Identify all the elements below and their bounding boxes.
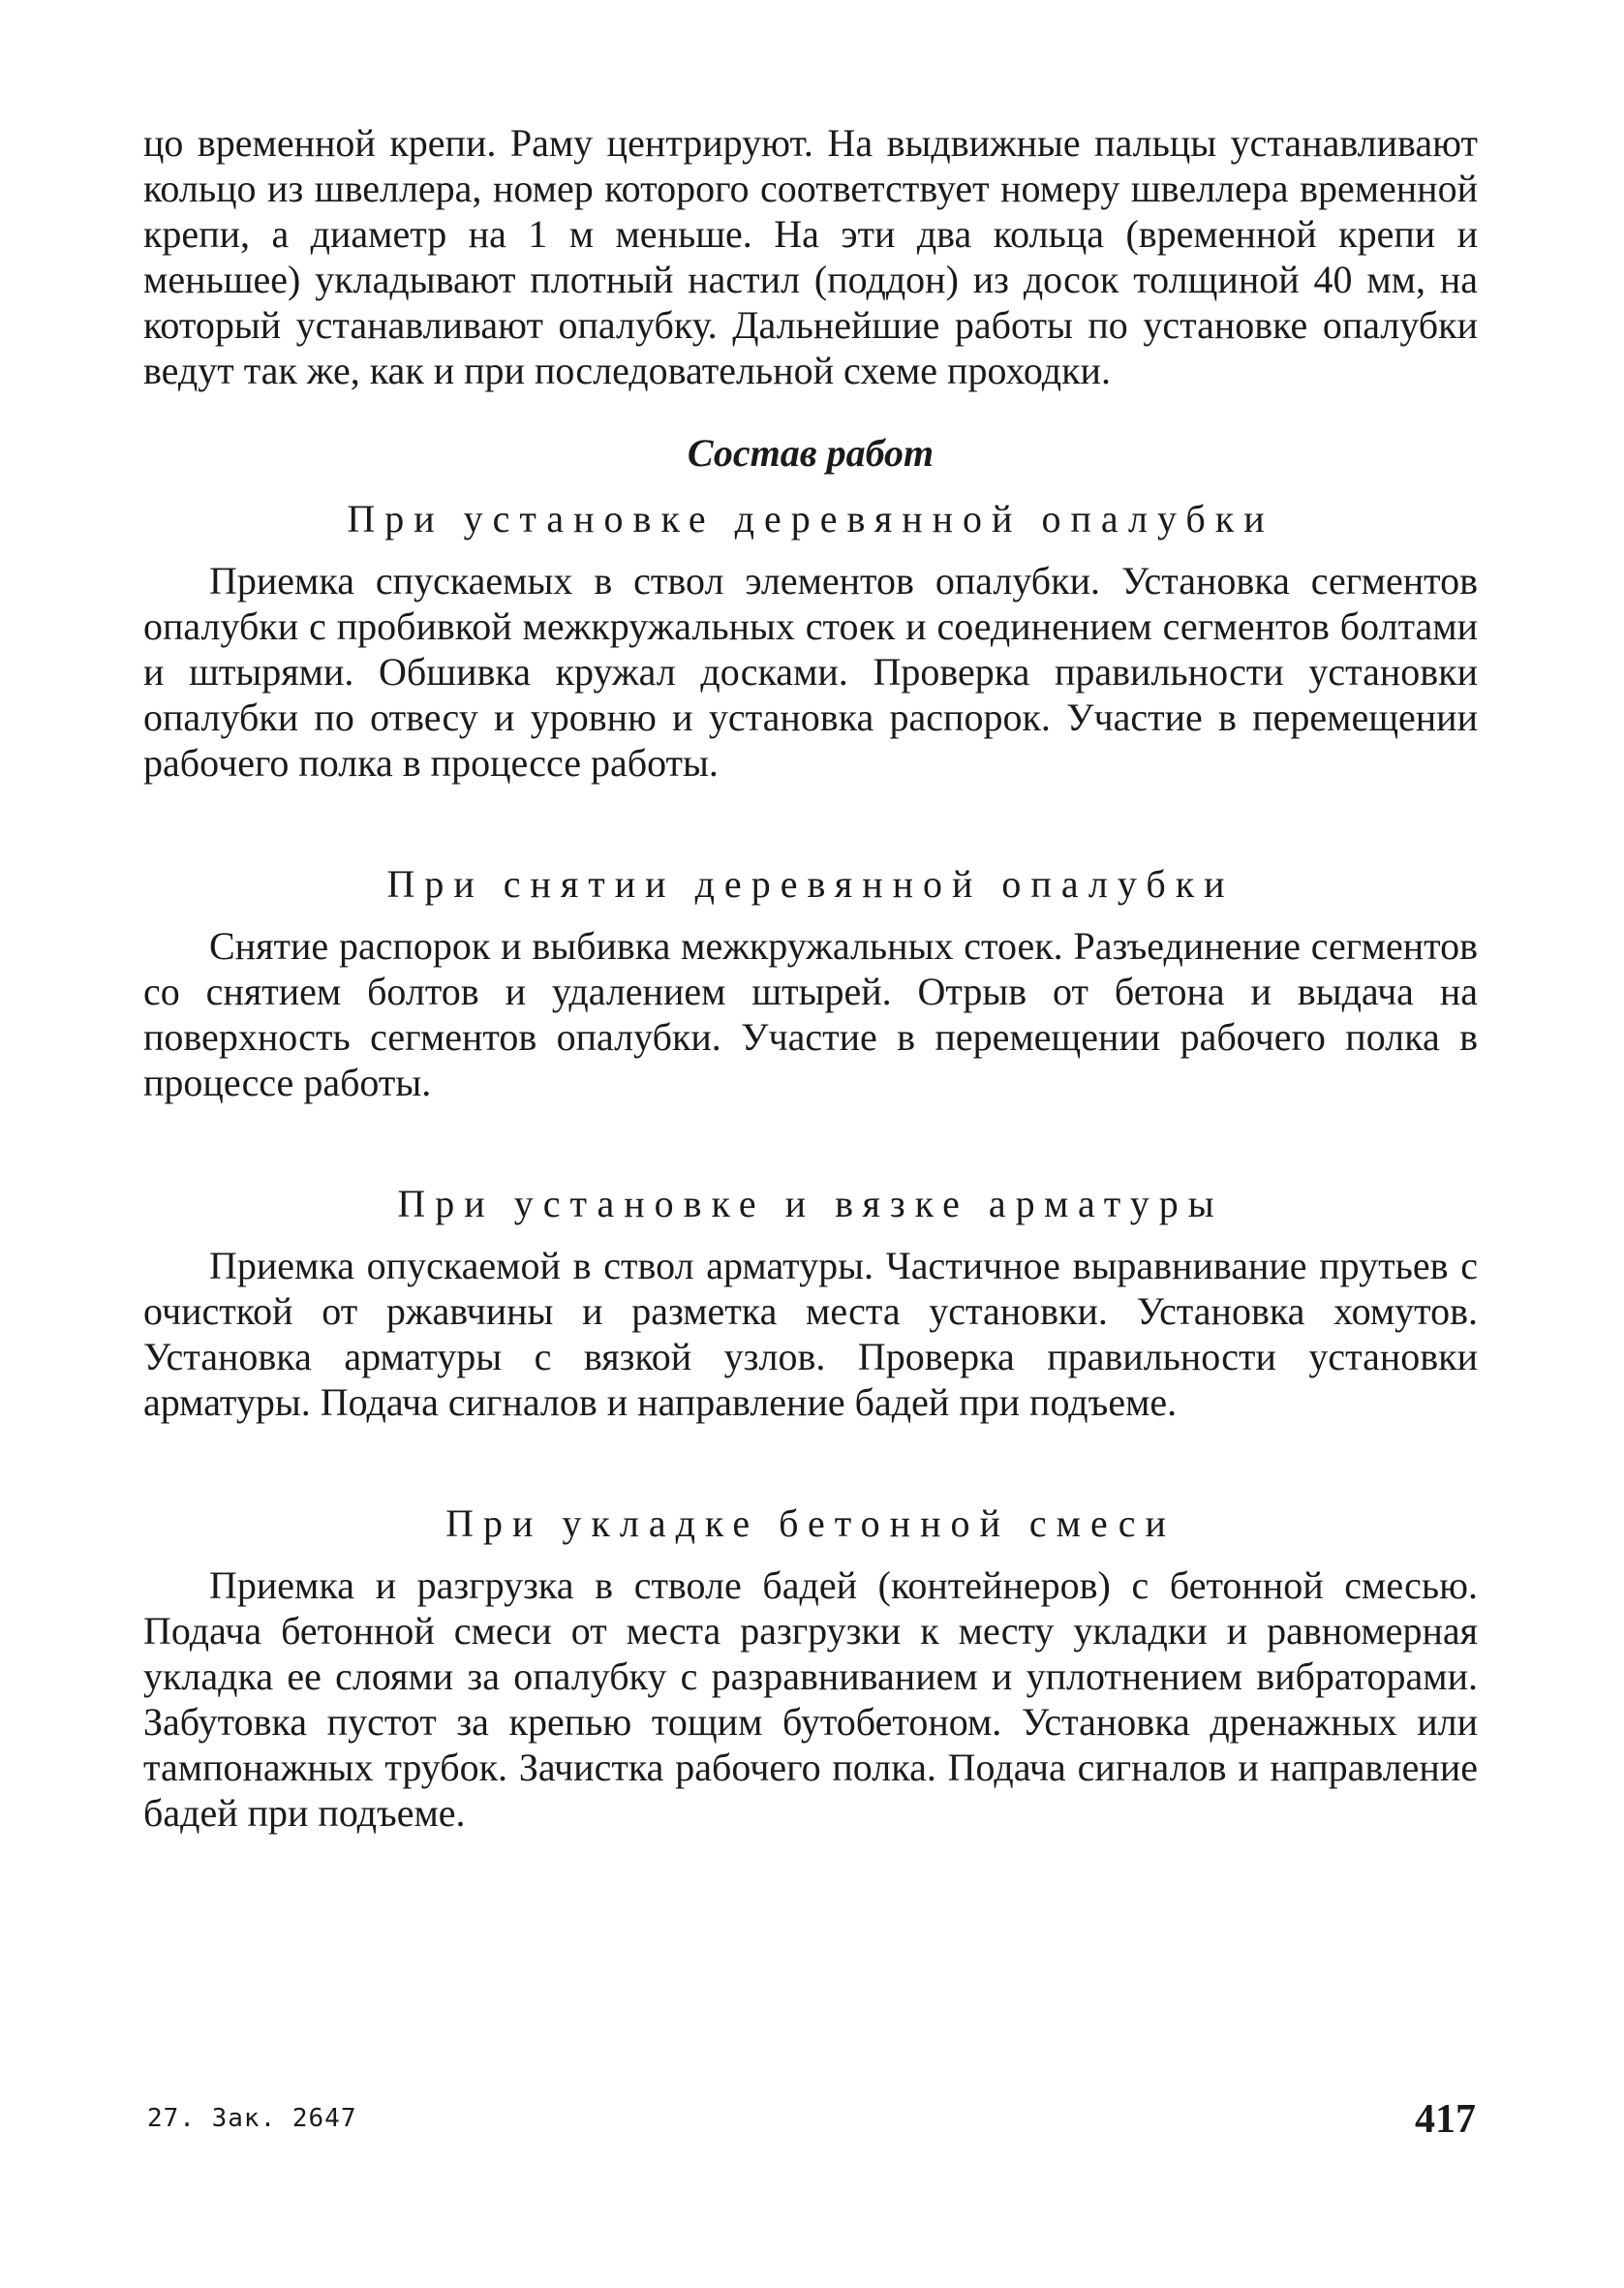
paragraph-concrete: Приемка и разгрузка в стволе бадей (контейнеров) с бетонной смесью. Подача бетонной смеси от места разгрузки к месту укладки и равномерная укладка ее слоями за опалубку с разравниванием и уплотнением вибраторами. Забутовка пустот за крепью тощим бутобетоном. Установка дренажных или тампонажных трубок. Зачистка рабочего полка. Подача сигналов и направление бадей при подъеме. xyxy=(143,1563,1478,1835)
subheading-install-formwork: При установке деревянной опалубки xyxy=(347,497,1274,541)
page-number: 417 xyxy=(1415,2097,1476,2142)
page-footer xyxy=(147,2096,1476,2154)
printer-signature: 27. Зак. 2647 xyxy=(147,2104,357,2133)
subheading-concrete: При укладке бетонной смеси xyxy=(445,1501,1176,1545)
section-title: Состав работ xyxy=(687,431,935,475)
paragraph-remove-formwork: Снятие распорок и выбивка межкружальных стоек. Разъединение сегментов со снятием болтов и удалением штырей. Отрыв от бетона и выдача на поверхность сегментов опалубки. Участие в перемещении рабочего полка в процессе работы. xyxy=(143,924,1478,1104)
subheading-remove-formwork: При снятии деревянной опалубки xyxy=(386,862,1235,906)
paragraph-reinforcement: Приемка опускаемой в ствол арматуры. Частичное выравнивание прутьев с очисткой от ржавчины и разметка места установки. Установка хомутов. Установка арматуры с вязкой узлов. Проверка правильности установки арматуры. Подача сигналов и направление бадей при подъеме. xyxy=(143,1244,1478,1424)
subheading-reinforcement: При установке и вязке арматуры xyxy=(397,1182,1224,1225)
paragraph-install-formwork: Приемка спускаемых в ствол элементов опалубки. Установка сегментов опалубки с пробивкой межкружальных стоек и соединением сегментов болтами и штырями. Обшивка кружал досками. Проверка правильности установки опалубки по отвесу и уровню и установка распорок. Участие в перемещении рабочего полка в процессе работы. xyxy=(143,559,1478,785)
intro-paragraph: цо временной крепи. Раму центрируют. На выдвижные пальцы устанавливают кольцо из швеллера, номер которого соответствует номеру швеллера временной крепи, а диаметр на 1 м меньше. На эти два кольца (временной крепи и меньшее) укладывают плотный настил (поддон) из досок толщиной 40 мм, на который устанавливают опалубку. Дальнейшие работы по установке опалубки ведут так же, как и при последовательной схеме проходки. xyxy=(143,121,1478,392)
page-content xyxy=(143,120,1478,1836)
